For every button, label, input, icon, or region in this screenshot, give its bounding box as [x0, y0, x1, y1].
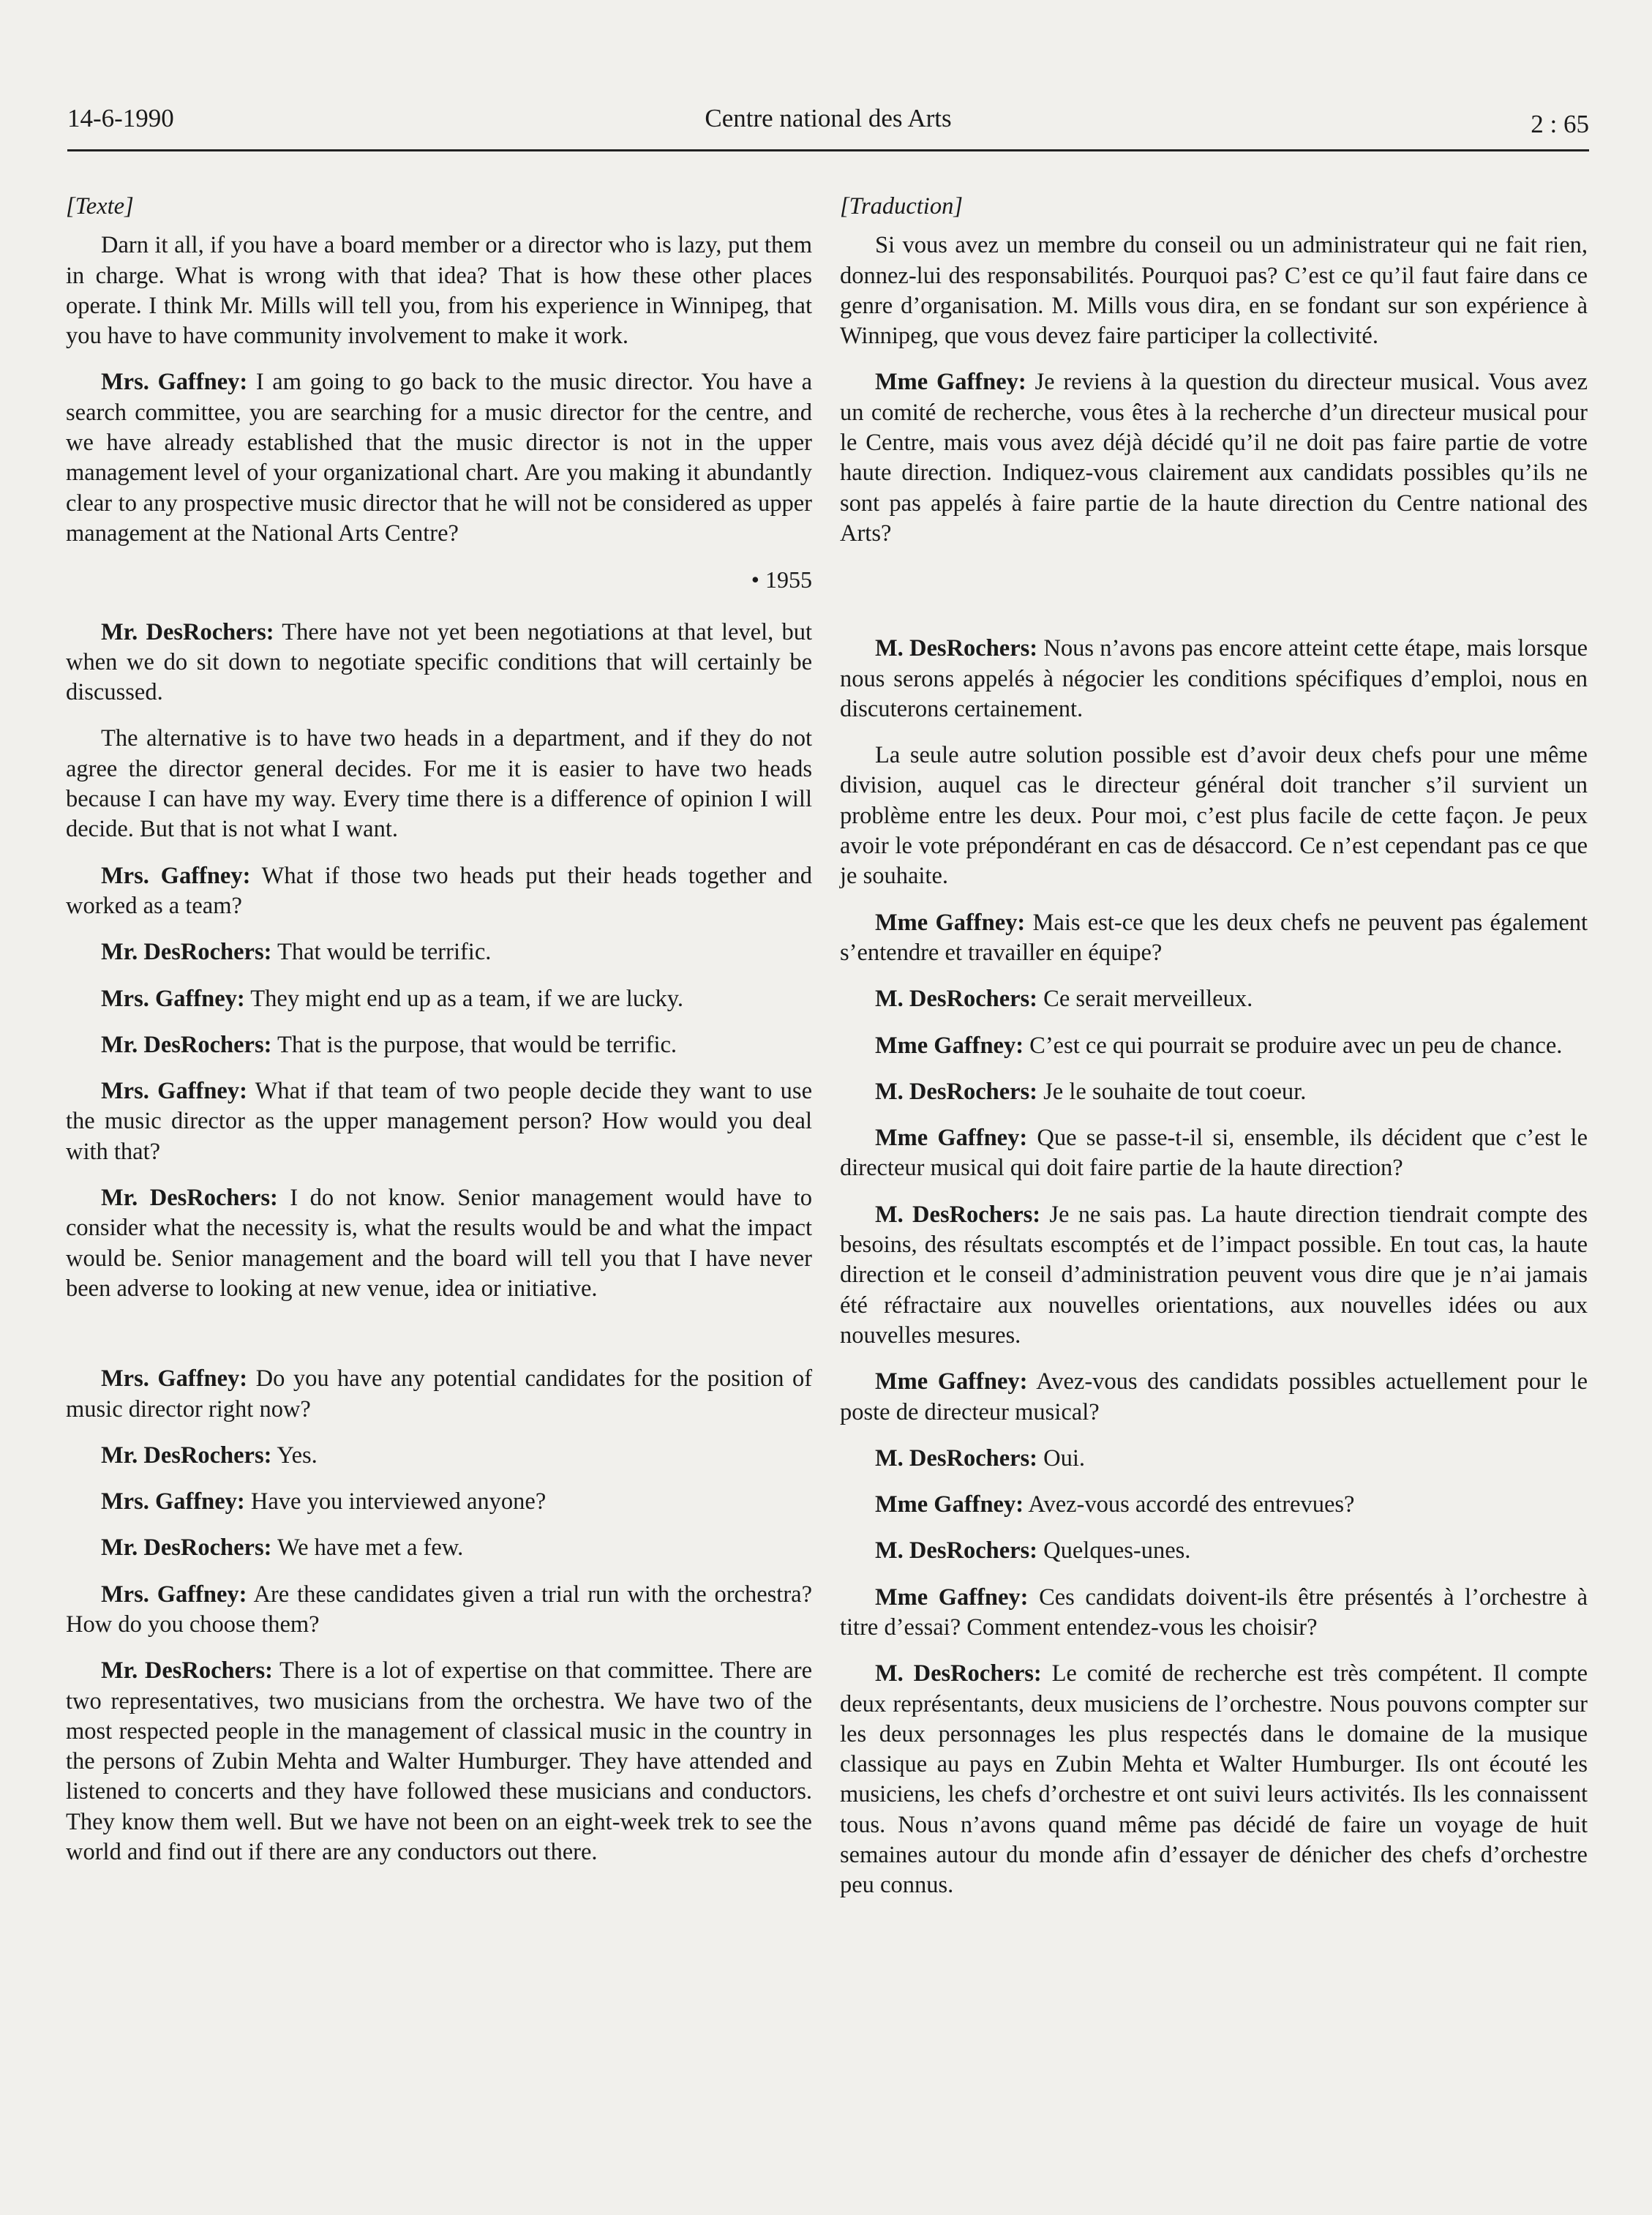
transcript-paragraph — [840, 1200, 1588, 1351]
speaker-name: M. DesRochers: — [875, 1444, 1038, 1472]
transcript-paragraph — [840, 1444, 1588, 1474]
paragraph-text: We have met a few. — [277, 1534, 464, 1562]
speaker-name: Mrs. Gaffney: — [101, 862, 251, 889]
paragraph-text: Je reviens à la question du directeur musical. Vous avez un comité de recherche, vous êtes à la recherche d’un directeur musical pour le Centre, mais vous avez déjà décidé qu’il ne doit pas faire partie de votre haute direction. Indiquez-vous clairement aux candidats possibles qu’ils ne sont pas appelés à faire partie de la haute direction du Centre national des Arts? — [840, 369, 1588, 547]
paragraph-text: Ces candidats doivent-ils être présentés à l’orchestre à titre d’essai? Comment entendez-vous les choisir? — [840, 1584, 1588, 1641]
speaker-name: Mrs. Gaffney: — [101, 985, 245, 1012]
speaker-name: M. DesRochers: — [875, 1201, 1041, 1228]
speaker-name: Mr. DesRochers: — [101, 1442, 272, 1469]
paragraph-text: Do you have any potential candidates for the position of music director right now? — [66, 1365, 813, 1423]
paragraph-text: Le comité de recherche est très compétent. Il compte deux représentants, deux musiciens de l’orchestre. Nous pouvons compter sur les deux personnages les plus respectés dans le domaine de la musique classique au pays en Zubin Mehta et Walter Humburger. Ils ont écouté les musiciens, les chefs d’orchestre et ont suivi leurs activités. Ils les connaissent tous. Nous n’avons quand même pas décidé de faire un voyage de huit semaines autour du monde afin d’essayer de dénicher des chefs d’orchestre peu connus. — [840, 1660, 1588, 1899]
speaker-name: Mrs. Gaffney: — [101, 1581, 247, 1608]
transcript-paragraph — [66, 618, 812, 708]
paragraph-text: The alternative is to have two heads in a department, and if they do not agree the director general decides. For me it is easier to have two heads because I can have my way. Every time there is a difference of opinion I will decide. But that is not what I want. — [66, 725, 812, 843]
transcript-paragraph — [66, 1076, 812, 1167]
transcript-paragraph — [66, 1580, 812, 1641]
speaker-name: M. DesRochers: — [875, 1078, 1038, 1105]
speaker-name: Mme Gaffney: — [875, 1368, 1028, 1395]
speaker-name: Mrs. Gaffney: — [101, 369, 248, 396]
left-paragraphs-1 — [66, 231, 812, 549]
transcript-paragraph — [840, 1536, 1588, 1566]
transcript-paragraph — [840, 1077, 1588, 1107]
paragraph-text: Nous n’avons pas encore atteint cette étape, mais lorsque nous serons appelés à négocier les conditions spécifiques d’emploi, nous en discuterons certainement. — [840, 635, 1588, 722]
paragraph-text: What if that team of two people decide they want to use the music director as the upper management person? How would you deal with that? — [66, 1078, 812, 1165]
paragraph-text: La seule autre solution possible est d’avoir deux chefs pour une même division, auquel cas le directeur général doit trancher s’il survient un problème entre les deux. Pour moi, c’est plus facile de cette façon. Je peux avoir le vote prépondérant en cas de désaccord. Ce n’est cependant pas ce que je souhaite. — [840, 742, 1588, 890]
transcript-paragraph — [840, 367, 1588, 549]
transcript-paragraph — [66, 984, 812, 1014]
transcript-paragraph — [840, 1583, 1588, 1644]
speaker-name: Mme Gaffney: — [875, 1032, 1024, 1059]
left-paragraphs-2 — [66, 618, 812, 1305]
header-date: 14-6-1990 — [67, 104, 174, 132]
right-paragraphs-2 — [840, 634, 1588, 1900]
transcript-paragraph — [840, 1031, 1588, 1061]
transcript-paragraph — [840, 984, 1588, 1014]
transcript-paragraph — [840, 634, 1588, 724]
paragraph-text: Darn it all, if you have a board member or a director who is lazy, put them in charge. What is wrong with that idea? That is how these other places operate. I think Mr. Mills will tell you, from his experience in Winnipeg, that you have to have community involvement to make it work. — [66, 232, 812, 350]
transcript-paragraph — [66, 1487, 812, 1517]
transcript-paragraph — [66, 1441, 812, 1471]
paragraph-text: Yes. — [277, 1442, 318, 1469]
speaker-name: M. DesRochers: — [875, 986, 1038, 1013]
paragraph-text: Que se passe-t-il si, ensemble, ils décident que c’est le directeur musical qui doit faire partie de la haute direction? — [840, 1125, 1588, 1182]
transcript-paragraph — [66, 937, 812, 967]
speaker-name: M. DesRochers: — [875, 1660, 1042, 1687]
right-paragraphs-1 — [840, 231, 1588, 549]
transcript-paragraph — [66, 724, 812, 844]
paragraph-text: Quelques-unes. — [1043, 1537, 1191, 1564]
speaker-name: Mr. DesRochers: — [101, 939, 272, 966]
transcript-paragraph — [66, 231, 812, 351]
left-paragraphs-3 — [66, 1364, 812, 1867]
spacer — [840, 565, 1588, 590]
paragraph-text: C’est ce qui pourrait se produire avec un peu de chance. — [1029, 1032, 1563, 1059]
right-column-french — [840, 192, 1588, 1917]
column-tag: [Texte] — [66, 193, 134, 220]
paragraph-text: There have not yet been negotiations at that level, but when we do sit down to negotiate specific conditions that will certainly be discussed. — [66, 618, 812, 706]
time-marker: • 1955 — [751, 566, 812, 593]
speaker-name: Mrs. Gaffney: — [101, 1365, 248, 1393]
paragraph-text: What if those two heads put their heads together and worked as a team? — [66, 862, 813, 919]
transcript-paragraph — [66, 1183, 812, 1304]
transcript-paragraph — [66, 861, 812, 922]
speaker-name: Mme Gaffney: — [875, 1125, 1028, 1152]
transcript-paragraph — [66, 1364, 812, 1425]
transcript-paragraph — [840, 1123, 1588, 1184]
paragraph-text: Avez-vous des candidats possibles actuellement pour le poste de directeur musical? — [840, 1368, 1588, 1425]
transcript-paragraph — [840, 1659, 1588, 1900]
left-column-english — [66, 192, 812, 1884]
paragraph-text: Have you interviewed anyone? — [250, 1488, 547, 1515]
transcript-paragraph — [840, 1490, 1588, 1520]
transcript-paragraph — [840, 231, 1588, 351]
transcript-paragraph — [66, 1533, 812, 1563]
paragraph-text: Je ne sais pas. La haute direction tiendrait compte des besoins, des résultats escomptés et de l’impact possible. En tout cas, la haute direction et le conseil d’administration peuvent vous dire que je n’ai jamais été réfractaire aux nouvelles orientations, aux nouvelles idées ou aux nouvelles mesures. — [840, 1201, 1588, 1349]
transcript-paragraph — [66, 1656, 812, 1867]
speaker-name: M. DesRochers: — [875, 1537, 1038, 1564]
paragraph-text: Ce serait merveilleux. — [1043, 986, 1253, 1013]
paragraph-text: There is a lot of expertise on that committee. There are two representatives, two musicians from the orchestra. We have two of the most respected people in the management of classical music in the country in the persons of Zubin Mehta and Walter Humburger. They have attended and listened to concerts and they have followed these musicians and conductors. They know them well. But we have not been on an eight-week trek to see the world and find out if there are any conductors out there. — [66, 1657, 812, 1866]
spacer — [840, 590, 1588, 634]
page-header — [67, 104, 1589, 151]
speaker-name: Mr. DesRochers: — [101, 1657, 273, 1684]
column-tag: [Traduction] — [840, 193, 963, 220]
paragraph-text: That would be terrific. — [277, 939, 492, 966]
paragraph-text: Si vous avez un membre du conseil ou un administrateur qui ne fait rien, donnez-lui des responsabilités. Pourquoi pas? C’est ce qu’il faut faire dans ce genre d’organisation. M. Mills vous dira, en se fondant sur son expérience à Winnipeg, que vous devez faire participer la collectivité. — [840, 232, 1588, 350]
header-title: Centre national des Arts — [705, 104, 952, 132]
speaker-name: M. DesRochers: — [875, 635, 1038, 662]
paragraph-text: Je le souhaite de tout coeur. — [1043, 1078, 1307, 1105]
speaker-name: Mme Gaffney: — [875, 1491, 1024, 1518]
paragraph-text: That is the purpose, that would be terrific. — [277, 1031, 677, 1058]
paragraph-text: Oui. — [1043, 1444, 1086, 1472]
transcript-paragraph — [840, 741, 1588, 891]
speaker-name: Mrs. Gaffney: — [101, 1488, 245, 1515]
speaker-name: Mrs. Gaffney: — [101, 1078, 247, 1105]
speaker-name: Mr. DesRochers: — [101, 1185, 278, 1212]
speaker-name: Mme Gaffney: — [875, 909, 1026, 936]
speaker-name: Mme Gaffney: — [875, 369, 1026, 396]
spacer — [66, 1320, 812, 1364]
paragraph-text: They might end up as a team, if we are lucky. — [250, 985, 684, 1012]
paragraph-text: Are these candidates given a trial run with the orchestra? How do you choose them? — [66, 1581, 812, 1638]
speaker-name: Mr. DesRochers: — [101, 1031, 272, 1058]
paragraph-text: I am going to go back to the music director. You have a search committee, you are searching for a music director for the centre, and we have already established that the music director is not in the upper management level of your organizational chart. Are you making it abundantly clear to any prospective music director that he will not be considered as upper management at the National Arts Centre? — [66, 369, 813, 547]
paragraph-text: I do not know. Senior management would have to consider what the necessity is, what the results would be and what the impact would be. Senior management and the board will tell you that I have never been adverse to looking at new venue, idea or initiative. — [66, 1185, 813, 1302]
paragraph-text: Avez-vous accordé des entrevues? — [1028, 1491, 1355, 1518]
transcript-paragraph — [66, 367, 812, 549]
transcript-paragraph — [840, 908, 1588, 969]
paragraph-text: Mais est-ce que les deux chefs ne peuvent pas également s’entendre et travailler en équipe? — [840, 909, 1588, 966]
transcript-paragraph — [840, 1367, 1588, 1428]
header-page-number: 2 : 65 — [1531, 110, 1589, 138]
transcript-paragraph — [66, 1030, 812, 1060]
speaker-name: Mr. DesRochers: — [101, 1534, 272, 1562]
speaker-name: Mr. DesRochers: — [101, 618, 274, 645]
speaker-name: Mme Gaffney: — [875, 1584, 1029, 1611]
